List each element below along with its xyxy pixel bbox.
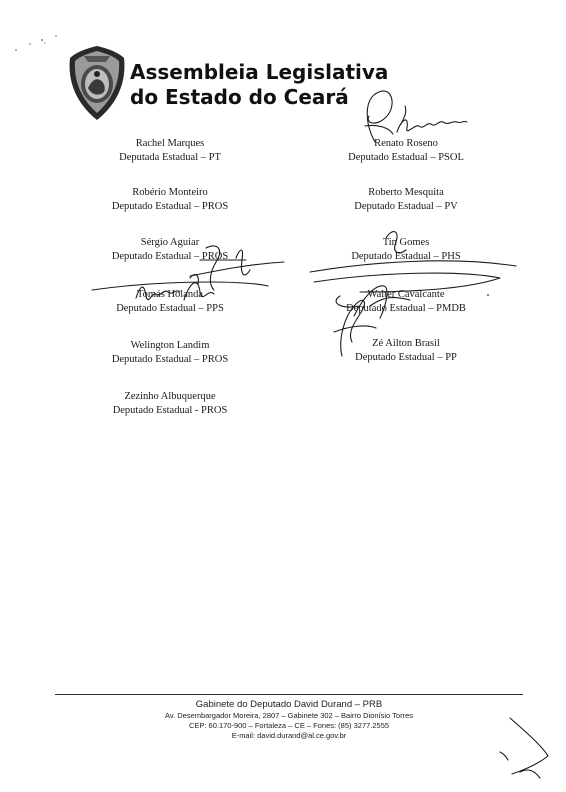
title-line-1: Assembleia Legislativa bbox=[130, 60, 389, 84]
footer-divider bbox=[55, 694, 523, 695]
footer-address: Av. Desembargador Moreira, 2807 – Gabinete 302 – Bairro Dionísio Torres bbox=[164, 711, 414, 720]
signatory-role: Deputado Estadual – PROS bbox=[111, 251, 229, 262]
footer-email: E-mail: david.durand@al.ce.gov.br bbox=[231, 731, 347, 740]
signatory-name: Roberto Mesquita bbox=[368, 187, 444, 198]
signatory-role: Deputada Estadual – PT bbox=[119, 152, 221, 163]
handwritten-rubric-mark bbox=[490, 712, 556, 784]
signature-block-welington-landim bbox=[70, 339, 270, 367]
handwritten-signature-ze-ailton-brasil bbox=[322, 290, 382, 360]
signature-block-roberio-monteiro bbox=[70, 186, 270, 214]
footer-office: Gabinete do Deputado David Durand – PRB bbox=[195, 699, 383, 710]
signatory-name: Zezinho Albuquerque bbox=[124, 391, 216, 402]
footer bbox=[55, 699, 523, 741]
signature-block-roberto-mesquita bbox=[306, 186, 506, 214]
scan-specks bbox=[10, 28, 70, 58]
stray-mark bbox=[485, 292, 491, 298]
signature-block-zezinho-albuquerque bbox=[70, 390, 270, 418]
signatory-role: Deputado Estadual – PROS bbox=[111, 354, 229, 365]
signatory-role: Deputado Estadual – PV bbox=[354, 201, 458, 212]
signatory-role: Deputado Estadual – PP bbox=[355, 352, 457, 363]
signatory-name: Zé Ailton Brasil bbox=[372, 338, 440, 349]
signatory-role: Deputado Estadual – PROS bbox=[111, 201, 229, 212]
signatory-role: Deputado Estadual – PMDB bbox=[346, 303, 466, 314]
signature-block-rachel-marques bbox=[70, 137, 270, 165]
footer-cep-phones: CEP: 60.170-900 – Fortaleza – CE – Fones: (85) 3277.2555 bbox=[188, 721, 390, 730]
signatory-name: Welington Landim bbox=[130, 340, 210, 351]
signatory-name: Tin Gomes bbox=[382, 237, 430, 248]
signatory-name: Walter Cavalcante bbox=[367, 289, 445, 300]
handwritten-signature-tomas-holanda bbox=[90, 270, 270, 316]
signatory-name: Sérgio Aguiar bbox=[140, 237, 200, 248]
state-coat-of-arms-icon bbox=[66, 44, 128, 124]
signatory-name: Robério Monteiro bbox=[132, 187, 208, 198]
signatory-name: Renato Roseno bbox=[374, 138, 438, 149]
signatory-name: Tomás Holanda bbox=[136, 289, 204, 300]
signatory-role: Deputado Estadual - PROS bbox=[112, 405, 228, 416]
signatory-role: Deputado Estadual – PSOL bbox=[348, 152, 464, 163]
handwritten-signature-renato-roseno bbox=[345, 84, 475, 146]
title-line-2: do Estado do Ceará bbox=[130, 85, 349, 109]
signatory-role: Deputado Estadual – PHS bbox=[351, 251, 461, 262]
signatory-name: Rachel Marques bbox=[135, 138, 205, 149]
signatory-role: Deputado Estadual – PPS bbox=[116, 303, 224, 314]
